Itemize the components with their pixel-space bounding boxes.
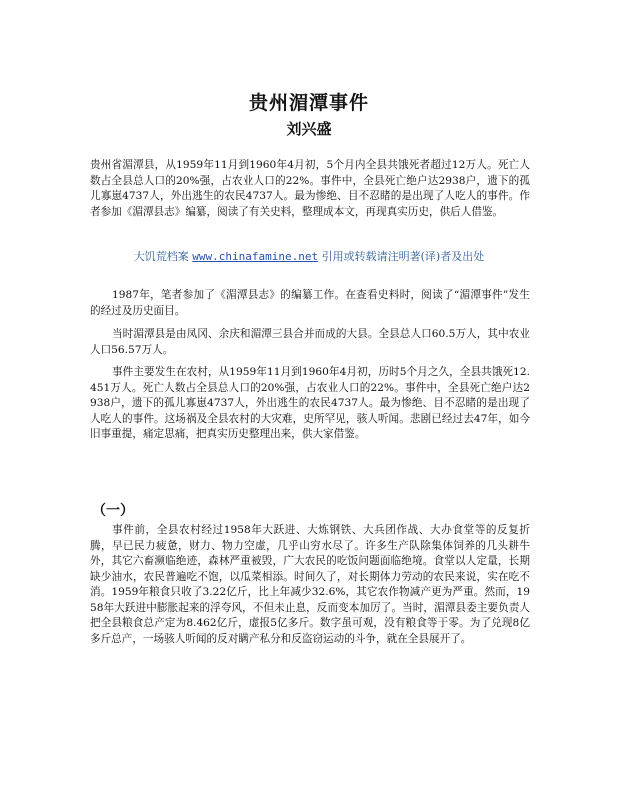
source-suffix: 引用或转载请注明著(译)者及出处 (321, 250, 485, 263)
source-line (0, 248, 618, 264)
body-paragraph-1: 1987年，笔者参加了《湄潭县志》的编纂工作。在查看史料时，阅读了“湄潭事件”发生的经过及历史面目。 (90, 289, 530, 317)
section-paragraph: 事件前，全县农村经过1958年大跃进、大炼钢铁、大兵团作战、大办食堂等的反复折腾，早已民力疲惫，财力、物力空虚，几乎山穷水尽了。许多生产队除集体饲养的几头耕牛外，其它六畜濒临绝迹，森林严重被毁，广大农民的吃饭问题面临绝境。食堂以人定量，长期缺少油水，农民普遍吃不饱，以瓜菜相添。时间久了，对长期体力劳动的农民来说，实在吃不消。1959年粮食只收了3.22亿斤，比上年减少32.6%，其它农作物减产更为严重。然而，1958年大跃进中膨胀起来的浮夸风，不但未止息，反而变本加厉了。当时，湄潭县委主要负责人把全县粮食总产定为8.462亿斤，虚报5亿多斤。数字虽可观，没有粮食等于零。为了兑现8亿多斤总产，一场骇人听闻的反对瞒产私分和反盗窃运动的斗争，就在全县展开了。 (90, 524, 530, 645)
author-name: 刘兴盛 (286, 120, 332, 138)
source-link[interactable]: www.chinafamine.net (192, 250, 319, 263)
body-paragraph-2: 当时湄潭县是由凤冈、余庆和湄潭三县合并而成的大县。全县总人口60.5万人，其中农业人口56.57万人。 (90, 328, 530, 356)
document-title: 贵州湄潭事件 (248, 92, 369, 114)
summary-paragraph: 贵州省湄潭县，从1959年11月到1960年4月初，5个月内全县共饿死者超过12万人。死亡人数占全县总人口的20%强，占农业人口的22%。事件中，全县死亡绝户达2938户，遗下的孤儿寡崽4737人，外出逃生的农民4737人。最为惨绝、目不忍睹的是出现了人吃人的事件。作者参加《湄潭县志》编纂，阅读了有关史料，整理成本文，再现真实历史，供后人借鉴。 (90, 159, 530, 218)
body-paragraph-3: 事件主要发生在农村，从1959年11月到1960年4月初，历时5个月之久，全县共饿死12.451万人。死亡人数占全县总人口的20%强，占农业人口的22%。事件中，全县死亡绝户达2938户，遗下的孤儿寡崽4737人，外出逃生的农民4737人。最为惨绝、目不忍睹的是出现了人吃人的事件。这场祸及全县农村的大灾难，史所罕见，骇人听闻。悲剧已经过去47年，如今旧事重提，痛定思痛，把真实历史整理出来，供大家借鉴。 (90, 366, 530, 440)
source-prefix: 大饥荒档案 (133, 250, 189, 263)
section-heading: （一） (92, 503, 134, 519)
